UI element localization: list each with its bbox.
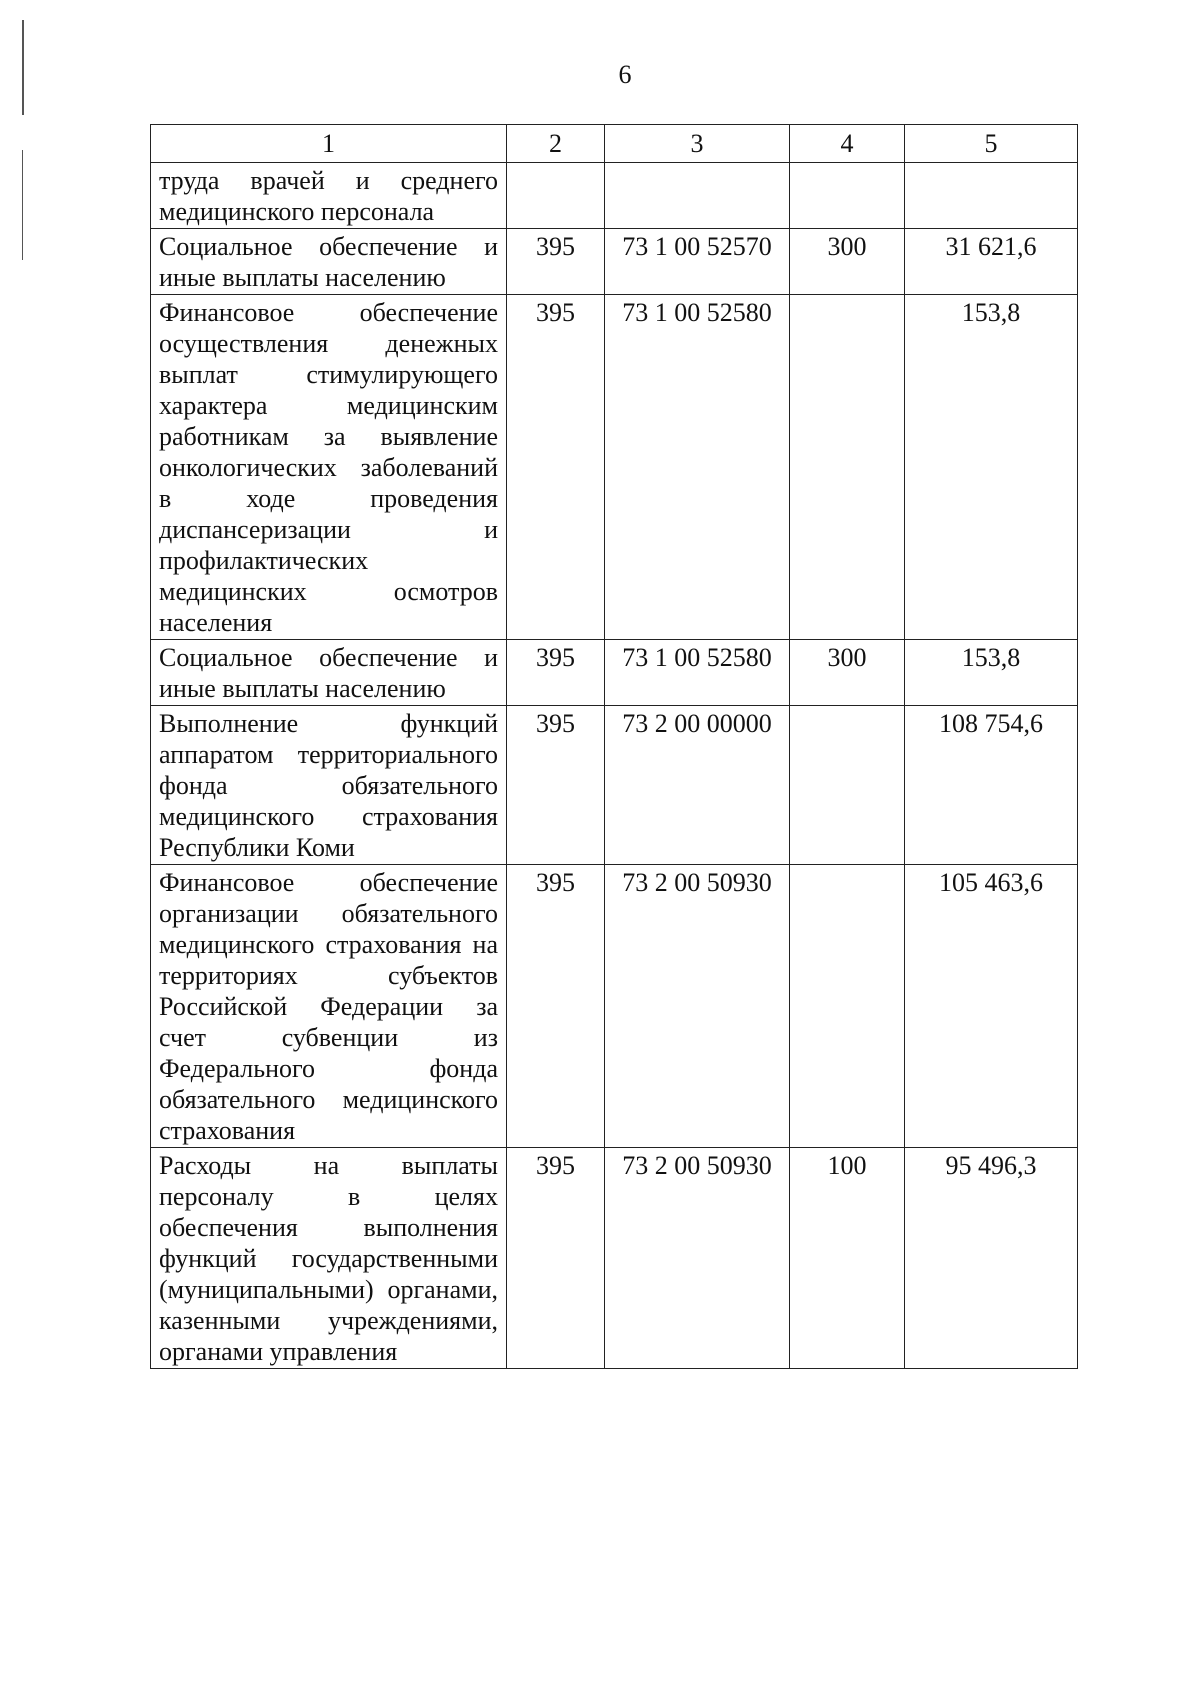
column-header-5: 5 [905, 125, 1078, 163]
row-expense-type: 300 [790, 229, 905, 295]
row-amount: 153,8 [905, 640, 1078, 706]
row-amount [905, 163, 1078, 229]
row-expense-type [790, 295, 905, 640]
table-row [151, 1148, 1078, 1369]
row-amount: 108 754,6 [905, 706, 1078, 865]
row-name: Выполнение функций аппаратом территориального фонда обязательного медицинского страхования Республики Коми [151, 706, 507, 865]
row-code: 395 [507, 706, 605, 865]
row-code: 395 [507, 640, 605, 706]
table-row [151, 640, 1078, 706]
row-amount: 31 621,6 [905, 229, 1078, 295]
column-header-2: 2 [507, 125, 605, 163]
page-number: 6 [618, 60, 632, 89]
table-row [151, 706, 1078, 865]
row-name: Социальное обеспечение и иные выплаты населению [151, 640, 507, 706]
row-expense-type [790, 865, 905, 1148]
row-target-article: 73 2 00 50930 [605, 1148, 790, 1369]
row-target-article: 73 1 00 52580 [605, 640, 790, 706]
table-row [151, 295, 1078, 640]
row-target-article: 73 2 00 50930 [605, 865, 790, 1148]
row-amount: 105 463,6 [905, 865, 1078, 1148]
row-target-article: 73 2 00 00000 [605, 706, 790, 865]
row-expense-type: 100 [790, 1148, 905, 1369]
budget-table [150, 124, 1078, 1369]
row-target-article: 73 1 00 52570 [605, 229, 790, 295]
row-name: Социальное обеспечение и иные выплаты населению [151, 229, 507, 295]
row-expense-type [790, 163, 905, 229]
table-row [151, 229, 1078, 295]
row-amount: 95 496,3 [905, 1148, 1078, 1369]
column-header-3: 3 [605, 125, 790, 163]
table-row [151, 865, 1078, 1148]
row-amount: 153,8 [905, 295, 1078, 640]
row-expense-type: 300 [790, 640, 905, 706]
row-code [507, 163, 605, 229]
row-name: труда врачей и среднего медицинского персонала [151, 163, 507, 229]
column-header-1: 1 [151, 125, 507, 163]
row-name: Расходы на выплаты персоналу в целях обеспечения выполнения функций государственными (муниципальными) органами, казенными учреждениями, органами управления [151, 1148, 507, 1369]
row-code: 395 [507, 229, 605, 295]
row-target-article: 73 1 00 52580 [605, 295, 790, 640]
row-target-article [605, 163, 790, 229]
row-expense-type [790, 706, 905, 865]
row-code: 395 [507, 865, 605, 1148]
table-header-row [151, 125, 1078, 163]
column-header-4: 4 [790, 125, 905, 163]
scan-margin-mark [22, 150, 23, 260]
table-row [151, 163, 1078, 229]
row-code: 395 [507, 295, 605, 640]
row-name: Финансовое обеспечение организации обязательного медицинского страхования на территориях субъектов Российской Федерации за счет субвенции из Федерального фонда обязательного медицинского страхования [151, 865, 507, 1148]
row-code: 395 [507, 1148, 605, 1369]
row-name: Финансовое обеспечение осуществления денежных выплат стимулирующего характера медицинским работникам за выявление онкологических заболеваний в ходе проведения диспансеризации и профилактических медицинских осмотров населения [151, 295, 507, 640]
